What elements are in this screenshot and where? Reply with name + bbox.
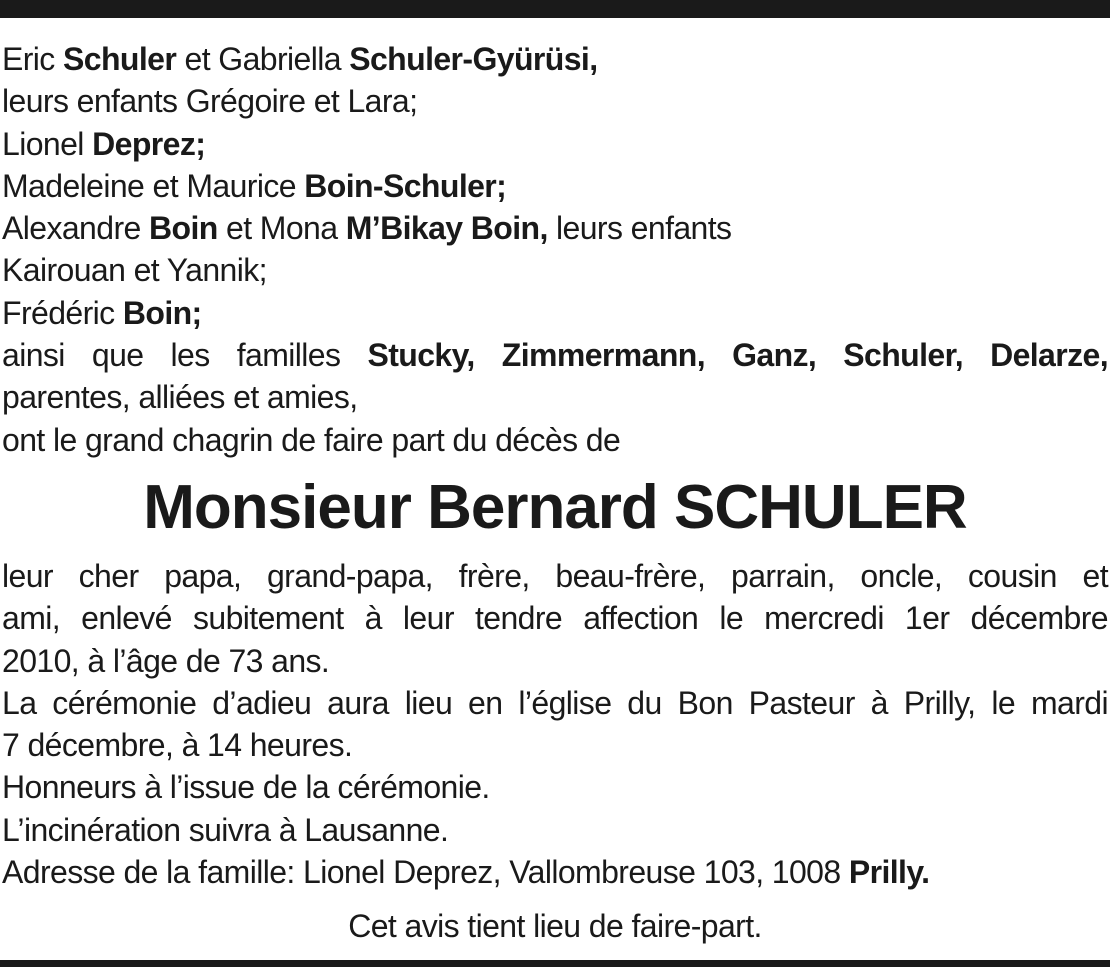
families-section [2, 38, 1108, 461]
address-line: Adresse de la famille: Lionel Deprez, Vallombreuse 103, 1008 Prilly. [2, 854, 930, 891]
family-line-6: Kairouan et Yannik; [2, 252, 267, 289]
details-section [2, 555, 1108, 893]
top-rule [0, 0, 1110, 18]
family-name-bold: Deprez; [92, 125, 206, 162]
details-line-2: ami, enlevé subitement à leur tendre affection le mercredi 1er décembre [2, 600, 1108, 637]
details-line-1: leur cher papa, grand-papa, frère, beau-frère, parrain, oncle, cousin et [2, 558, 1108, 594]
family-line-3: Lionel Deprez; [2, 125, 206, 162]
honours-line: Honneurs à l’issue de la cérémonie. [2, 769, 490, 806]
family-line-10: ont le grand chagrin de faire part du décès de [2, 421, 621, 458]
family-line-5: Alexandre Boin et Mona M’Bikay Boin, leurs enfants [2, 210, 732, 247]
family-line-8: ainsi que les familles Stucky, Zimmermann, Ganz, Schuler, Delarze, [2, 337, 1108, 374]
family-name-bold: Schuler [63, 41, 177, 77]
address-town-bold: Prilly. [848, 854, 930, 891]
deceased-name: Monsieur Bernard SCHULER [143, 473, 967, 542]
family-name-bold: Schuler-Gyürüsi, [349, 41, 598, 77]
family-line-7: Frédéric Boin; [2, 294, 202, 331]
family-line-2: leurs enfants Grégoire et Lara; [2, 83, 418, 120]
cremation-line: L’incinération suivra à Lausanne. [2, 811, 449, 848]
family-line-9: parentes, alliées et amies, [2, 379, 358, 416]
details-line-3: 2010, à l’âge de 73 ans. [2, 642, 330, 679]
family-name-bold: M’Bikay Boin, [345, 210, 548, 247]
family-line-4: Madeleine et Maurice Boin-Schuler; [2, 167, 507, 204]
family-name-bold: Boin; [122, 294, 202, 331]
family-line-1: Eric Schuler et Gabriella Schuler-Gyürüsi, [2, 41, 598, 77]
footer-notice: Cet avis tient lieu de faire-part. [348, 908, 762, 944]
bottom-rule [0, 960, 1110, 967]
family-name-bold: Boin [149, 210, 218, 247]
ceremony-line-2: 7 décembre, à 14 heures. [2, 727, 353, 764]
family-name-bold: Stucky, Zimmermann, Ganz, Schuler, Delarze, [367, 337, 1108, 374]
family-name-bold: Boin-Schuler; [304, 167, 507, 204]
ceremony-line-1: La cérémonie d’adieu aura lieu en l’église du Bon Pasteur à Prilly, le mardi [2, 684, 1108, 721]
